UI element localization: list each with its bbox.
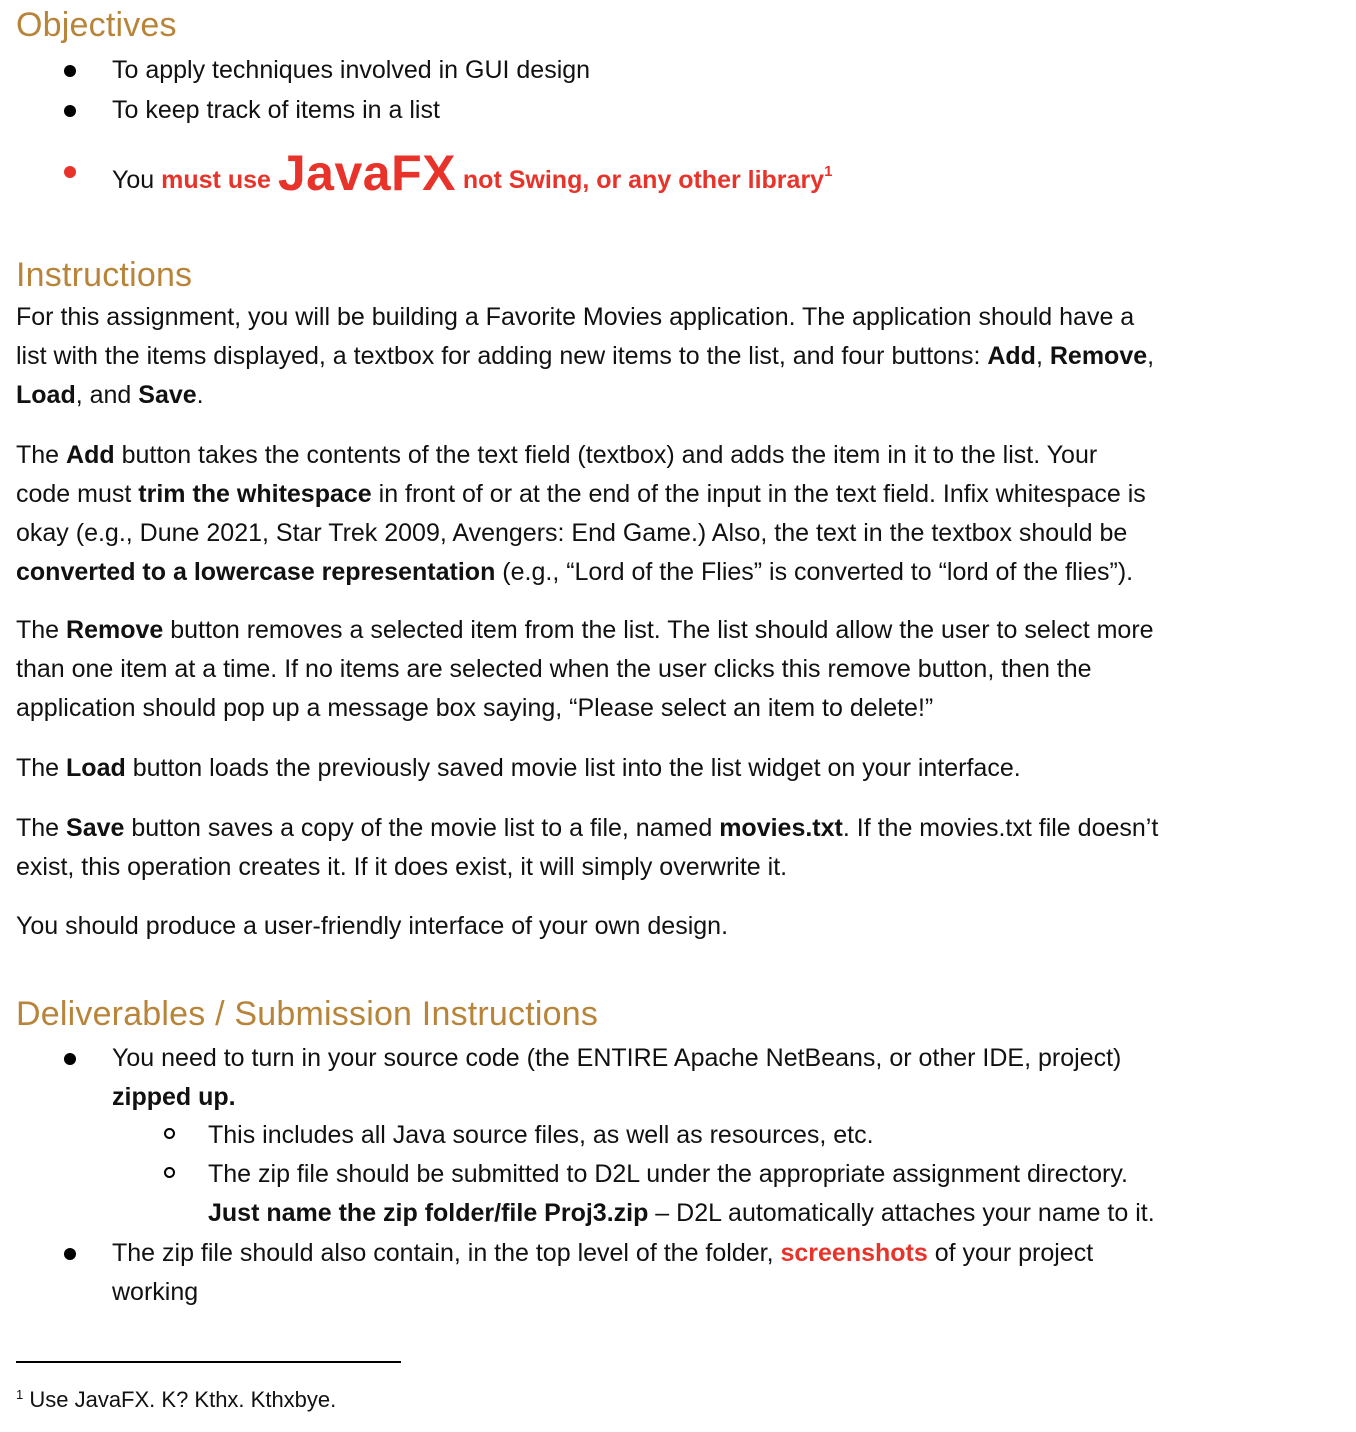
javafx-emphasis: JavaFX [277,145,456,201]
objectives-heading: Objectives [16,6,177,44]
paragraph-remove-button: The Remove button removes a selected item from the list. The list should allow the user to select more than one item at a time. If no items are selected when the user clicks this remove button, then the application should pop up a message box saying, “Please select an item to delete!” [16,616,1154,722]
bullet-icon [64,166,76,178]
bullet-icon [64,1053,76,1065]
footnote-text: Use JavaFX. K? Kthx. Kthxbye. [23,1387,337,1412]
paragraph-load-button: The Load button loads the previously saved movie list into the list widget on your interface. [16,754,1021,782]
hollow-bullet-icon [164,1128,175,1139]
javafx-prefix: You [112,166,162,194]
sub-list-item: The zip file should be submitted to D2L under the appropriate assignment directory. Just name the zip folder/file Proj3.zip – D2L automatically attaches your name to it. [16,1155,1316,1233]
screenshots-emphasis: screenshots [780,1239,928,1267]
instructions-heading: Instructions [16,256,193,294]
bullet-icon [64,1248,76,1260]
bullet-icon [64,65,76,77]
footnote-separator [16,1361,401,1363]
footnote-reference[interactable]: 1 [824,163,833,180]
objective-text: To keep track of items in a list [112,96,440,124]
paragraph-save-button: The Save button saves a copy of the movie list to a file, named movies.txt. If the movies.txt file doesn’t exist, this operation creates it. If it does exist, it will simply overwrite it. [16,814,1159,881]
paragraph-overview: For this assignment, you will be building a Favorite Movies application. The application should have a list with the items displayed, a textbox for adding new items to the list, and four buttons: Add, Remove, Load, and Save. [16,303,1155,409]
footnote-mark: 1 [16,1387,24,1402]
must-use-text: must use [161,166,278,194]
list-item: You need to turn in your source code (the ENTIRE Apache NetBeans, or other IDE, project) zipped up. [16,1039,1316,1117]
paragraph-add-button: The Add button takes the contents of the text field (textbox) and adds the item in it to the list. Your code must trim the whitespace in front of or at the end of the input in the text field. Infix whitespace is okay (e.g., Dune 2021, Star Trek 2009, Avengers: End Game.) Also, the text in the textbox should be converted to a lowercase representation (e.g., “Lord of the Flies” is converted to “lord of the flies”). [16,441,1146,586]
deliverables-heading: Deliverables / Submission Instructions [16,995,599,1033]
javafx-rest: not Swing, or any other library [455,166,825,194]
paragraph-design: You should produce a user-friendly interface of your own design. [16,912,729,940]
hollow-bullet-icon [164,1167,175,1178]
bullet-icon [64,105,76,117]
footnote [16,1380,336,1415]
objective-text: To apply techniques involved in GUI design [112,56,591,84]
list-item: The zip file should also contain, in the top level of the folder, screenshots of your project working [16,1234,1316,1312]
